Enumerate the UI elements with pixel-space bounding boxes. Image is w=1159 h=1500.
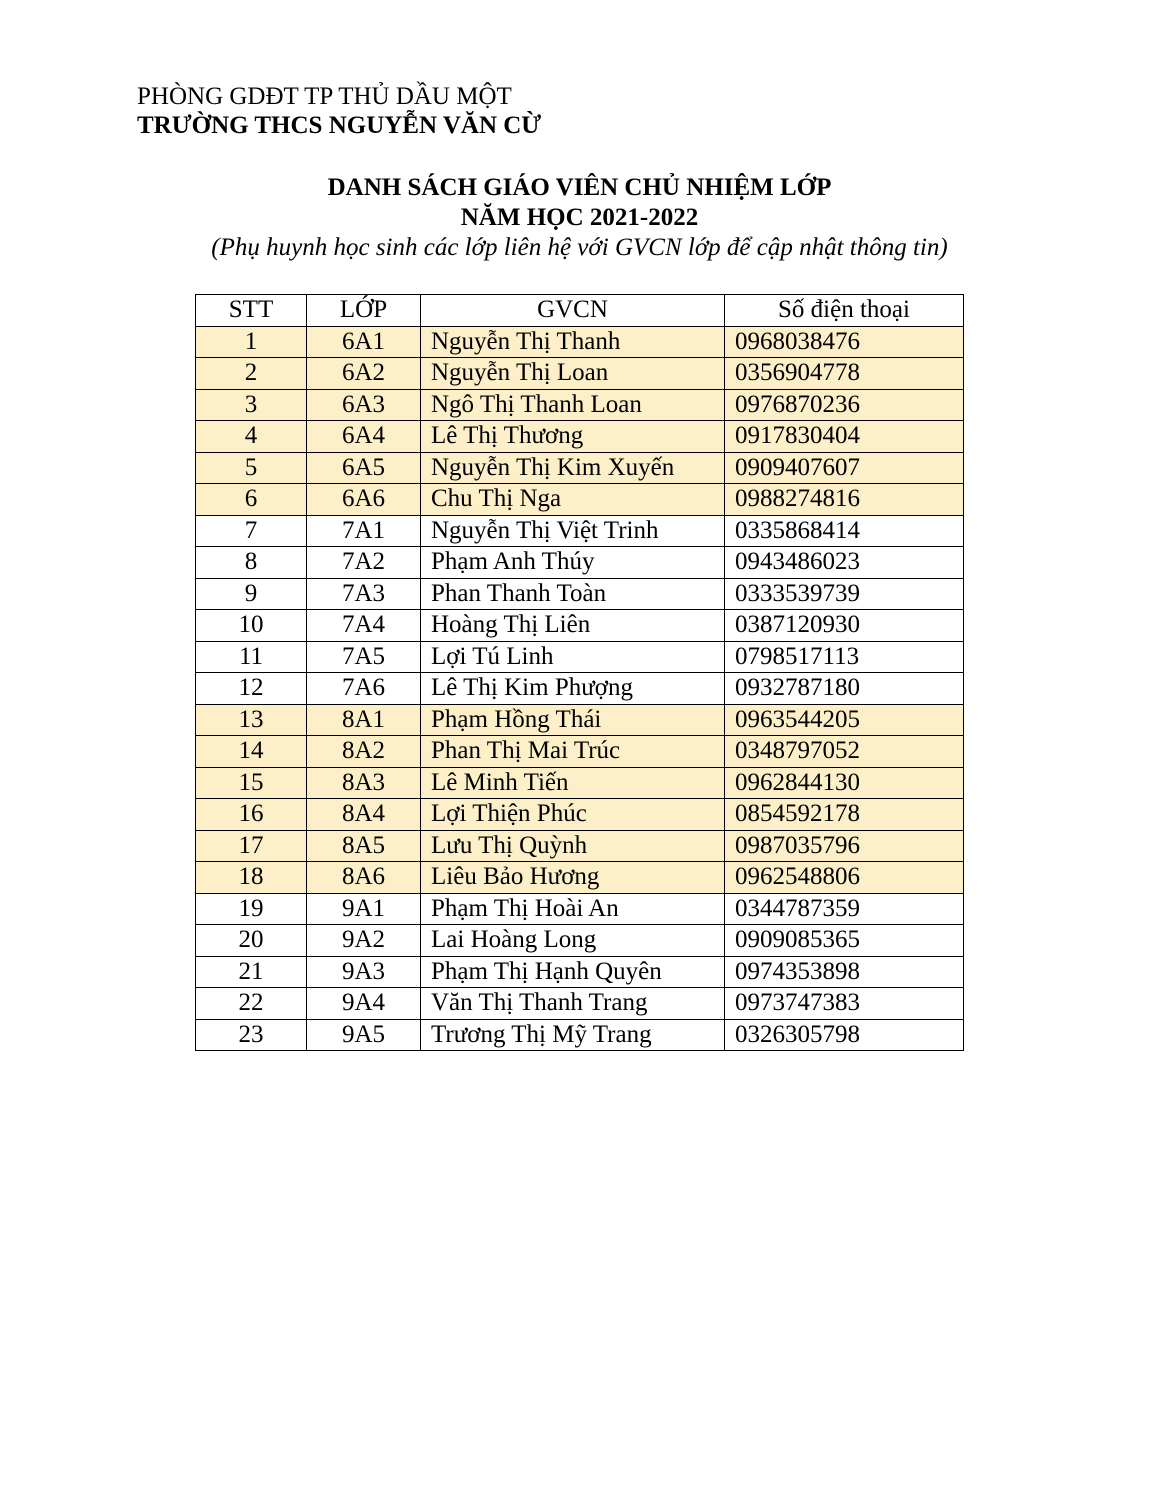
- cell-teacher-name: Nguyễn Thị Thanh: [421, 326, 725, 358]
- cell-stt: 17: [196, 830, 307, 862]
- cell-stt: 8: [196, 547, 307, 579]
- table-row: [196, 830, 964, 862]
- cell-teacher-name: Lợi Thiện Phúc: [421, 799, 725, 831]
- cell-class: 7A6: [307, 673, 421, 705]
- cell-class: 8A3: [307, 767, 421, 799]
- table-row: [196, 673, 964, 705]
- table-row: [196, 956, 964, 988]
- table-row: [196, 1019, 964, 1051]
- cell-phone: 0798517113: [725, 641, 964, 673]
- cell-stt: 1: [196, 326, 307, 358]
- table-row: [196, 641, 964, 673]
- column-header-class: LỚP: [307, 295, 421, 327]
- cell-stt: 13: [196, 704, 307, 736]
- homeroom-teacher-table: [195, 294, 964, 1051]
- cell-phone: 0917830404: [725, 421, 964, 453]
- cell-class: 8A4: [307, 799, 421, 831]
- cell-phone: 0988274816: [725, 484, 964, 516]
- cell-teacher-name: Phạm Thị Hoài An: [421, 893, 725, 925]
- cell-stt: 11: [196, 641, 307, 673]
- cell-phone: 0333539739: [725, 578, 964, 610]
- cell-teacher-name: Lê Thị Kim Phượng: [421, 673, 725, 705]
- cell-phone: 0387120930: [725, 610, 964, 642]
- cell-phone: 0968038476: [725, 326, 964, 358]
- table-row: [196, 547, 964, 579]
- cell-phone: 0348797052: [725, 736, 964, 768]
- cell-teacher-name: Lai Hoàng Long: [421, 925, 725, 957]
- cell-teacher-name: Phan Thị Mai Trúc: [421, 736, 725, 768]
- column-header-teacher: GVCN: [421, 295, 725, 327]
- cell-phone: 0943486023: [725, 547, 964, 579]
- table-row: [196, 452, 964, 484]
- table-row: [196, 610, 964, 642]
- cell-class: 8A1: [307, 704, 421, 736]
- document-title-block: [0, 173, 1159, 263]
- school-year: NĂM HỌC 2021-2022: [460, 204, 699, 231]
- table-row: [196, 578, 964, 610]
- table-row: [196, 389, 964, 421]
- column-header-stt: STT: [196, 295, 307, 327]
- cell-stt: 2: [196, 358, 307, 390]
- cell-teacher-name: Văn Thị Thanh Trang: [421, 988, 725, 1020]
- cell-phone: 0976870236: [725, 389, 964, 421]
- cell-teacher-name: Phạm Thị Hạnh Quyên: [421, 956, 725, 988]
- cell-phone: 0335868414: [725, 515, 964, 547]
- school-name: TRƯỜNG THCS NGUYỄN VĂN CỪ: [137, 112, 542, 139]
- table-row: [196, 704, 964, 736]
- cell-teacher-name: Phạm Hồng Thái: [421, 704, 725, 736]
- cell-teacher-name: Phan Thanh Toàn: [421, 578, 725, 610]
- table-row: [196, 736, 964, 768]
- cell-class: 8A5: [307, 830, 421, 862]
- cell-stt: 3: [196, 389, 307, 421]
- cell-stt: 7: [196, 515, 307, 547]
- cell-stt: 18: [196, 862, 307, 894]
- cell-teacher-name: Lê Thị Thương: [421, 421, 725, 453]
- cell-class: 9A4: [307, 988, 421, 1020]
- table-row: [196, 893, 964, 925]
- cell-stt: 16: [196, 799, 307, 831]
- table-row: [196, 515, 964, 547]
- org-header: [137, 82, 541, 140]
- cell-stt: 14: [196, 736, 307, 768]
- cell-phone: 0973747383: [725, 988, 964, 1020]
- cell-class: 7A4: [307, 610, 421, 642]
- cell-teacher-name: Nguyễn Thị Loan: [421, 358, 725, 390]
- cell-stt: 5: [196, 452, 307, 484]
- cell-class: 6A3: [307, 389, 421, 421]
- cell-stt: 10: [196, 610, 307, 642]
- cell-stt: 19: [196, 893, 307, 925]
- cell-teacher-name: Ngô Thị Thanh Loan: [421, 389, 725, 421]
- cell-class: 6A1: [307, 326, 421, 358]
- cell-class: 6A2: [307, 358, 421, 390]
- cell-phone: 0344787359: [725, 893, 964, 925]
- cell-teacher-name: Hoàng Thị Liên: [421, 610, 725, 642]
- table-row: [196, 799, 964, 831]
- table-row: [196, 767, 964, 799]
- cell-teacher-name: Nguyễn Thị Việt Trinh: [421, 515, 725, 547]
- cell-phone: 0974353898: [725, 956, 964, 988]
- cell-class: 7A2: [307, 547, 421, 579]
- cell-teacher-name: Lê Minh Tiến: [421, 767, 725, 799]
- cell-phone: 0987035796: [725, 830, 964, 862]
- cell-class: 7A5: [307, 641, 421, 673]
- cell-class: 7A1: [307, 515, 421, 547]
- table-row: [196, 484, 964, 516]
- cell-class: 8A2: [307, 736, 421, 768]
- cell-teacher-name: Liêu Bảo Hương: [421, 862, 725, 894]
- cell-teacher-name: Nguyễn Thị Kim Xuyến: [421, 452, 725, 484]
- cell-class: 9A3: [307, 956, 421, 988]
- cell-class: 6A5: [307, 452, 421, 484]
- cell-class: 8A6: [307, 862, 421, 894]
- column-header-phone: Số điện thoại: [725, 295, 964, 327]
- cell-stt: 6: [196, 484, 307, 516]
- cell-stt: 20: [196, 925, 307, 957]
- department-name: PHÒNG GDĐT TP THỦ DẦU MỘT: [137, 83, 512, 110]
- cell-class: 9A5: [307, 1019, 421, 1051]
- cell-phone: 0356904778: [725, 358, 964, 390]
- cell-phone: 0932787180: [725, 673, 964, 705]
- table-row: [196, 358, 964, 390]
- cell-stt: 22: [196, 988, 307, 1020]
- table-row: [196, 925, 964, 957]
- table-body: [196, 326, 964, 1051]
- cell-phone: 0326305798: [725, 1019, 964, 1051]
- table-row: [196, 862, 964, 894]
- cell-phone: 0962844130: [725, 767, 964, 799]
- cell-class: 9A1: [307, 893, 421, 925]
- cell-class: 9A2: [307, 925, 421, 957]
- cell-stt: 12: [196, 673, 307, 705]
- table-row: [196, 421, 964, 453]
- table-row: [196, 326, 964, 358]
- cell-phone: 0962548806: [725, 862, 964, 894]
- cell-teacher-name: Trương Thị Mỹ Trang: [421, 1019, 725, 1051]
- cell-phone: 0909407607: [725, 452, 964, 484]
- cell-teacher-name: Lợi Tú Linh: [421, 641, 725, 673]
- cell-teacher-name: Phạm Anh Thúy: [421, 547, 725, 579]
- cell-stt: 9: [196, 578, 307, 610]
- table-row: [196, 988, 964, 1020]
- cell-stt: 4: [196, 421, 307, 453]
- cell-phone: 0963544205: [725, 704, 964, 736]
- document-title: DANH SÁCH GIÁO VIÊN CHỦ NHIỆM LỚP: [327, 174, 832, 201]
- cell-stt: 21: [196, 956, 307, 988]
- table-header-row: [196, 295, 964, 327]
- document-note: (Phụ huynh học sinh các lớp liên hệ với GVCN lớp để cập nhật thông tin): [211, 234, 948, 261]
- cell-class: 6A6: [307, 484, 421, 516]
- cell-class: 6A4: [307, 421, 421, 453]
- cell-stt: 23: [196, 1019, 307, 1051]
- cell-class: 7A3: [307, 578, 421, 610]
- cell-phone: 0909085365: [725, 925, 964, 957]
- cell-phone: 0854592178: [725, 799, 964, 831]
- cell-stt: 15: [196, 767, 307, 799]
- cell-teacher-name: Lưu Thị Quỳnh: [421, 830, 725, 862]
- cell-teacher-name: Chu Thị Nga: [421, 484, 725, 516]
